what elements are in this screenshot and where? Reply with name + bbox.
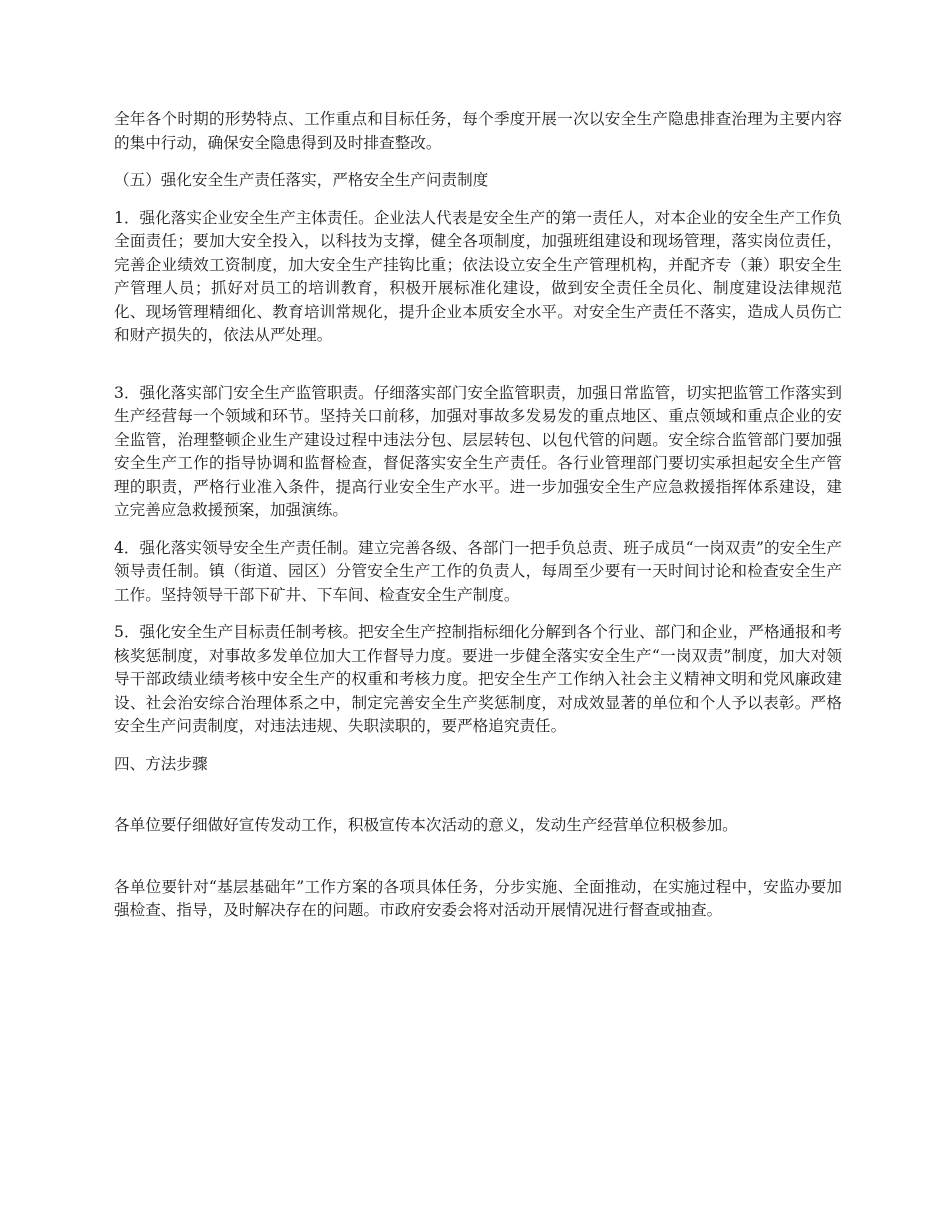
paragraph-implementation: 各单位要针对“基层基础年”工作方案的各项具体任务，分步实施、全面推动，在实施过程中，安监办要加强检查、指导，及时解决存在的问题。市政府安委会将对活动开展情况进行督查或抽查。 [114,877,842,919]
paragraph-item-5: 5．强化安全生产目标责任制考核。把安全生产控制指标细化分解到各个行业、部门和企业，严格通报和考核奖惩制度，对事故多发单位加大工作督导力度。要进一步健全落实安全生产“一岗双责”制度，加大对领导干部政绩业绩考核中安全生产的权重和考核力度。把安全生产工作纳入社会主义精神文明和党风廉政建设、社会治安综合治理体系之中，制定完善安全生产奖惩制度，对成效显著的单位和个人予以表彰。严格安全生产问责制度，对违法违规、失职渎职的，要严格追究责任。 [114,623,842,735]
section-heading-5: （五）强化安全生产责任落实，严格安全生产问责制度 [114,171,489,189]
section-heading-4: 四、方法步骤 [114,754,208,773]
paragraph-publicity: 各单位要仔细做好宣传发动工作，积极宣传本次活动的意义，发动生产经营单位积极参加。 [114,816,738,834]
paragraph-intro: 全年各个时期的形势特点、工作重点和目标任务，每个季度开展一次以安全生产隐患排查治理为主要内容的集中行动，确保安全隐患得到及时排查整改。 [114,110,842,152]
paragraph-item-1: 1．强化落实企业安全生产主体责任。企业法人代表是安全生产的第一责任人，对本企业的安全生产工作负全面责任；要加大安全投入，以科技为支撑，健全各项制度，加强班组建设和现场管理，落实岗位责任，完善企业绩效工资制度，加大安全生产挂钩比重；依法设立安全生产管理机构，并配齐专（兼）职安全生产管理人员；抓好对员工的培训教育，积极开展标准化建设，做到安全责任全员化、制度建设法律规范化、现场管理精细化、教育培训常规化，提升企业本质安全水平。对安全生产责任不落实，造成人员伤亡和财产损失的，依法从严处理。 [114,208,842,344]
document-body [114,108,842,937]
paragraph-item-3: 3．强化落实部门安全生产监管职责。仔细落实部门安全监管职责，加强日常监管，切实把监管工作落实到生产经营每一个领域和环节。坚持关口前移，加强对事故多发易发的重点地区、重点领域和重点企业的安全监管，治理整顿企业生产建设过程中违法分包、层层转包、以包代管的问题。安全综合监管部门要加强安全生产工作的指导协调和监督检查，督促落实安全生产责任。各行业管理部门要切实承担起安全生产管理的职责，严格行业准入条件，提高行业安全生产水平。进一步加强安全生产应急救援指挥体系建设，建立完善应急救援预案，加强演练。 [114,383,842,519]
paragraph-item-4: 4．强化落实领导安全生产责任制。建立完善各级、各部门一把手负总责、班子成员“一岗双责”的安全生产领导责任制。镇（街道、园区）分管安全生产工作的负责人，每周至少要有一天时间讨论和检查安全生产工作。坚持领导干部下矿井、下车间、检查安全生产制度。 [114,538,842,604]
